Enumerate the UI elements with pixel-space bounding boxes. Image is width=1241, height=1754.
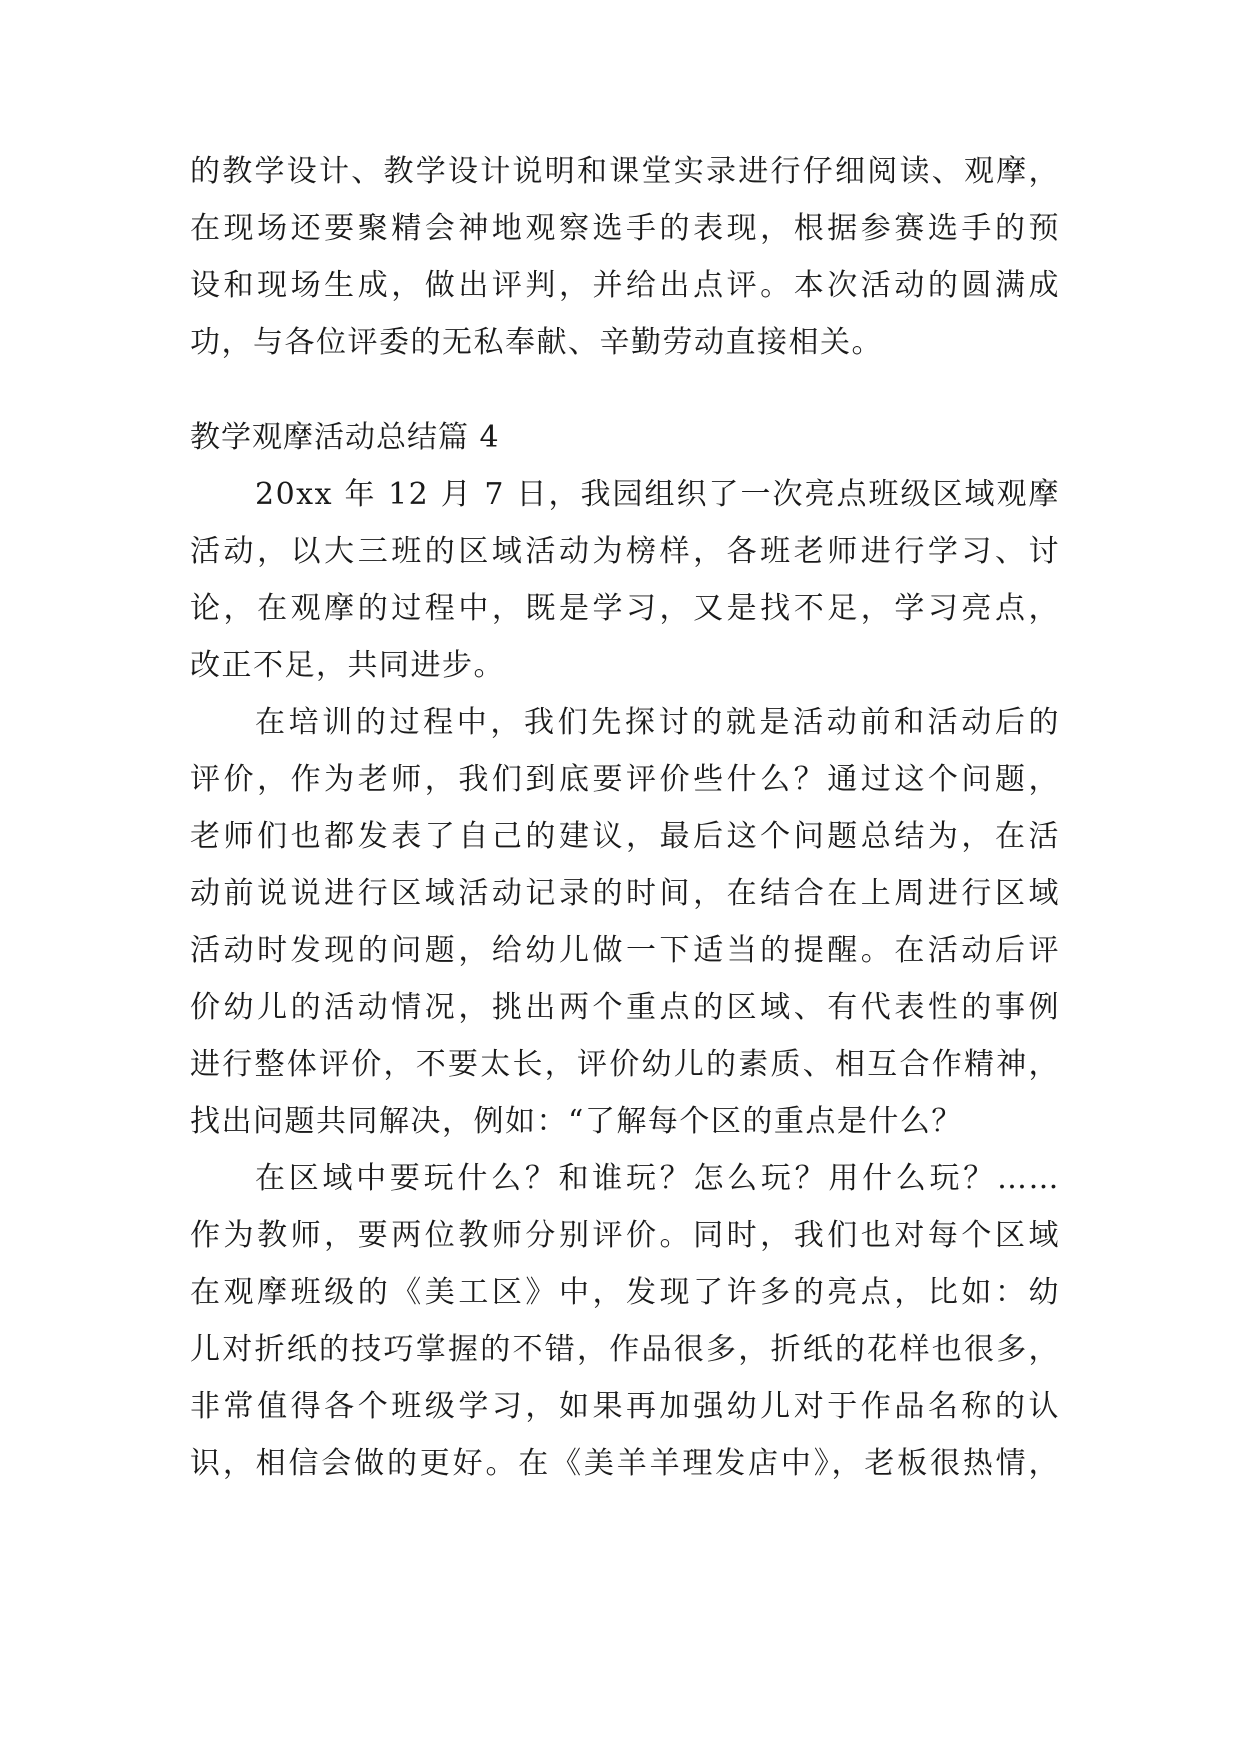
- paragraph-line: 评价，作为老师，我们到底要评价些什么？通过这个问题，: [190, 762, 1060, 797]
- intro-line: 在现场还要聚精会神地观察选手的表现，根据参赛选手的预: [190, 211, 1060, 246]
- paragraph-line: 20xx 年 12 月 7 日，我园组织了一次亮点班级区域观摩: [255, 477, 1060, 512]
- paragraph-line: 改正不足，共同进步。: [190, 648, 505, 683]
- paragraph-line: 动前说说进行区域活动记录的时间，在结合在上周进行区域: [190, 876, 1060, 911]
- paragraph-line: 活动时发现的问题，给幼儿做一下适当的提醒。在活动后评: [190, 933, 1060, 968]
- intro-line: 功，与各位评委的无私奉献、辛勤劳动直接相关。: [190, 325, 883, 360]
- paragraph-line: 论，在观摩的过程中，既是学习，又是找不足，学习亮点，: [190, 591, 1060, 626]
- paragraph-line: 价幼儿的活动情况，挑出两个重点的区域、有代表性的事例: [190, 990, 1060, 1025]
- paragraph-line: 识，相信会做的更好。在《美羊羊理发店中》，老板很热情，: [190, 1446, 1060, 1481]
- paragraph-line: 在培训的过程中，我们先探讨的就是活动前和活动后的: [255, 705, 1060, 740]
- paragraph-line: 老师们也都发表了自己的建议，最后这个问题总结为，在活: [190, 819, 1060, 854]
- paragraph-line: 找出问题共同解决，例如：“了解每个区的重点是什么？: [190, 1104, 963, 1139]
- paragraph-line: 儿对折纸的技巧掌握的不错，作品很多，折纸的花样也很多，: [190, 1332, 1060, 1367]
- paragraph-line: 在区域中要玩什么？和谁玩？怎么玩？用什么玩？……: [255, 1161, 1060, 1196]
- paragraph-line: 进行整体评价，不要太长，评价幼儿的素质、相互合作精神，: [190, 1047, 1060, 1082]
- intro-line: 设和现场生成，做出评判，并给出点评。本次活动的圆满成: [190, 268, 1060, 303]
- paragraph-line: 非常值得各个班级学习，如果再加强幼儿对于作品名称的认: [190, 1389, 1060, 1424]
- intro-line: 的教学设计、教学设计说明和课堂实录进行仔细阅读、观摩，: [190, 154, 1060, 189]
- paragraph-line: 作为教师，要两位教师分别评价。同时，我们也对每个区域: [190, 1218, 1060, 1253]
- paragraph-line: 活动，以大三班的区域活动为榜样，各班老师进行学习、讨: [190, 534, 1060, 569]
- section-title: 教学观摩活动总结篇 4: [190, 420, 500, 455]
- paragraph-line: 在观摩班级的《美工区》中，发现了许多的亮点，比如：幼: [190, 1275, 1060, 1310]
